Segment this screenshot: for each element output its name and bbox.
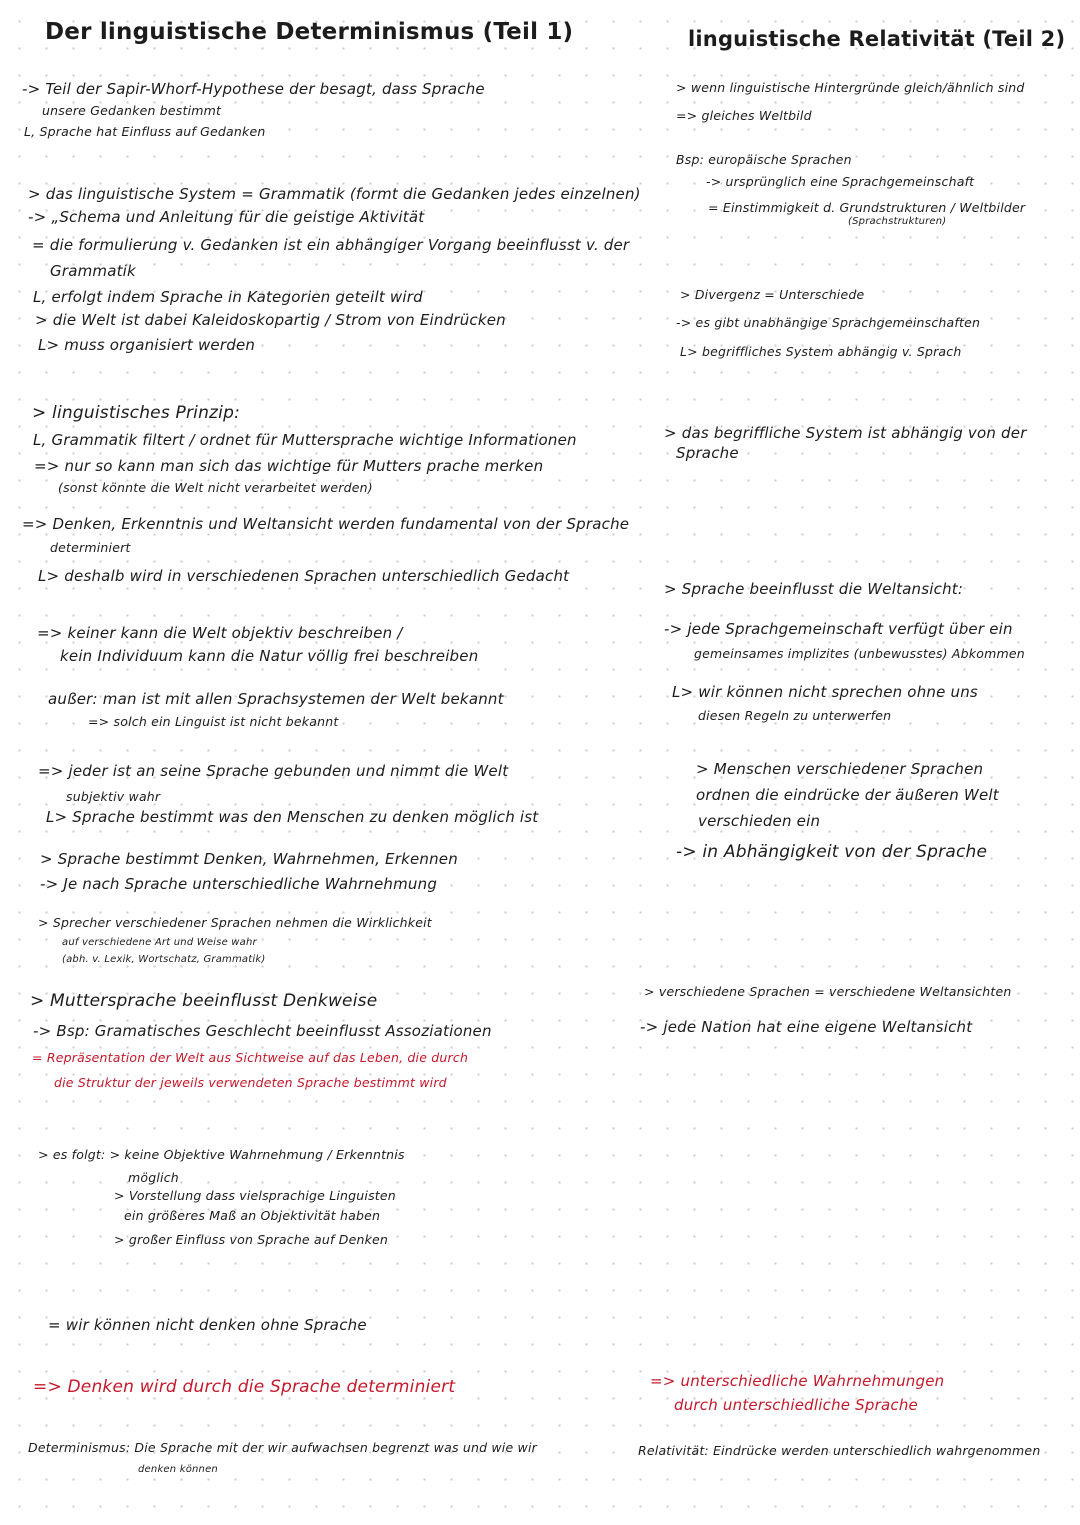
mutter-red-line-2: die Struktur der jeweils verwendeten Sprache bestimmt wird [54,1075,447,1090]
prinzip-line-5: => Denken, Erkenntnis und Weltansicht werden fundamental von der Sprache [22,515,630,533]
gebunden-line-2: subjektiv wahr [66,789,161,804]
menschen-line-4: -> in Abhängigkeit von der Sprache [676,842,988,862]
system-line-5: L, erfolgt indem Sprache in Kategorien geteilt wird [33,288,423,306]
folgt-line-3: > Vorstellung dass vielsprachige Linguisten [114,1188,396,1203]
sprecher-line-2: auf verschiedene Art und Weise wahr [62,937,257,948]
prinzip-line-6: determiniert [50,540,131,555]
bestimmt-line-1: > Sprache bestimmt Denken, Wahrnehmen, Erkennen [40,850,458,868]
weltansicht-line-2: -> jede Sprachgemeinschaft verfügt über ein [664,620,1013,638]
mutter-line-1: > Muttersprache beeinflusst Denkweise [30,991,378,1011]
intro-line-3: L, Sprache hat Einfluss auf Gedanken [24,124,266,139]
prinzip-line-7: L> deshalb wird in verschiedenen Sprachen unterschiedlich Gedacht [38,567,570,585]
left-conclusion: => Denken wird durch die Sprache determiniert [33,1377,456,1397]
prinzip-line-3: => nur so kann man sich das wichtige für Mutters prache merken [34,457,544,475]
system-line-1: > das linguistische System = Grammatik (formt die Gedanken jedes einzelnen) [28,185,641,203]
gebunden-line-3: L> Sprache bestimmt was den Menschen zu denken möglich ist [46,808,539,826]
bsp-line-1: Bsp: europäische Sprachen [676,152,852,167]
folgt-line-4: ein größeres Maß an Objektivität haben [124,1208,381,1223]
prinzip-line-2: L, Grammatik filtert / ordnet für Muttersprache wichtige Informationen [33,431,577,449]
folgt-line-5: > großer Einfluss von Sprache auf Denken [114,1232,389,1247]
weltansicht-line-3: gemeinsames implizites (unbewusstes) Abkommen [694,646,1025,661]
weltansicht-line-5: diesen Regeln zu unterwerfen [698,708,892,723]
divergenz-line-2: -> es gibt unabhängige Sprachgemeinschaften [676,315,981,330]
determinismus-definition-1: Determinismus: Die Sprache mit der wir aufwachsen begrenzt was und wie wir [28,1440,537,1455]
gebunden-line-1: => jeder ist an seine Sprache gebunden und nimmt die Welt [38,762,509,780]
objektiv-line-2: kein Individuum kann die Natur völlig frei beschreiben [60,647,479,665]
right-conclusion-1: => unterschiedliche Wahrnehmungen [650,1372,945,1390]
sprecher-line-3: (abh. v. Lexik, Wortschatz, Grammatik) [62,954,266,965]
gleich-line-1: > wenn linguistische Hintergründe gleich/ähnlich sind [676,80,1025,95]
ohne-sprache-line: = wir können nicht denken ohne Sprache [48,1316,367,1334]
divergenz-line-1: > Divergenz = Unterschiede [680,287,865,302]
bsp-line-2: -> ursprünglich eine Sprachgemeinschaft [706,174,975,189]
prinzip-line-4: (sonst könnte die Welt nicht verarbeitet werden) [58,480,373,495]
weltansicht-line-1: > Sprache beeinflusst die Weltansicht: [664,580,964,598]
sprecher-line-1: > Sprecher verschiedener Sprachen nehmen die Wirklichkeit [38,915,432,930]
begrifflich-line-2: Sprache [676,444,739,462]
menschen-line-1: > Menschen verschiedener Sprachen [696,760,984,778]
ausser-line-2: => solch ein Linguist ist nicht bekannt [88,714,339,729]
relativitaet-definition: Relativität: Eindrücke werden unterschiedlich wahrgenommen [638,1443,1041,1458]
intro-line-1: -> Teil der Sapir-Whorf-Hypothese der besagt, dass Sprache [22,80,485,98]
menschen-line-2: ordnen die eindrücke der äußeren Welt [696,786,999,804]
page-title-left: Der linguistische Determinismus (Teil 1) [45,19,574,45]
right-conclusion-2: durch unterschiedliche Sprache [674,1396,918,1414]
system-line-6: > die Welt ist dabei Kaleidoskopartig / Strom von Eindrücken [35,311,506,329]
determinismus-definition-2: denken können [138,1464,218,1475]
prinzip-line-1: > linguistisches Prinzip: [32,403,241,423]
bsp-line-3: = Einstimmigkeit d. Grundstrukturen / Weltbilder [708,200,1026,215]
folgt-line-2: möglich [128,1170,179,1185]
nation-line-2: -> jede Nation hat eine eigene Weltansicht [640,1018,973,1036]
menschen-line-3: verschieden ein [698,812,821,830]
bsp-line-4: (Sprachstrukturen) [848,216,947,227]
begrifflich-line-1: > das begriffliche System ist abhängig von der [664,424,1027,442]
mutter-line-2: -> Bsp: Gramatisches Geschlecht beeinflusst Assoziationen [33,1022,492,1040]
ausser-line-1: außer: man ist mit allen Sprachsystemen der Welt bekannt [48,690,504,708]
folgt-line-1: > es folgt: > keine Objektive Wahrnehmung / Erkenntnis [38,1147,405,1162]
intro-line-2: unsere Gedanken bestimmt [42,103,222,118]
system-line-7: L> muss organisiert werden [38,336,256,354]
mutter-red-line-1: = Repräsentation der Welt aus Sichtweise auf das Leben, die durch [32,1050,469,1065]
divergenz-line-3: L> begriffliches System abhängig v. Sprach [680,344,962,359]
system-line-2: -> „Schema und Anleitung für die geistige Aktivität [28,208,425,226]
page-title-right: linguistische Relativität (Teil 2) [688,27,1066,51]
bestimmt-line-2: -> Je nach Sprache unterschiedliche Wahrnehmung [40,875,438,893]
system-line-4: Grammatik [50,262,136,280]
gleich-line-2: => gleiches Weltbild [676,108,812,123]
weltansicht-line-4: L> wir können nicht sprechen ohne uns [672,683,978,701]
objektiv-line-1: => keiner kann die Welt objektiv beschreiben / [37,624,403,642]
nation-line-1: > verschiedene Sprachen = verschiedene Weltansichten [644,984,1012,999]
system-line-3: = die formulierung v. Gedanken ist ein abhängiger Vorgang beeinflusst v. der [32,236,630,254]
